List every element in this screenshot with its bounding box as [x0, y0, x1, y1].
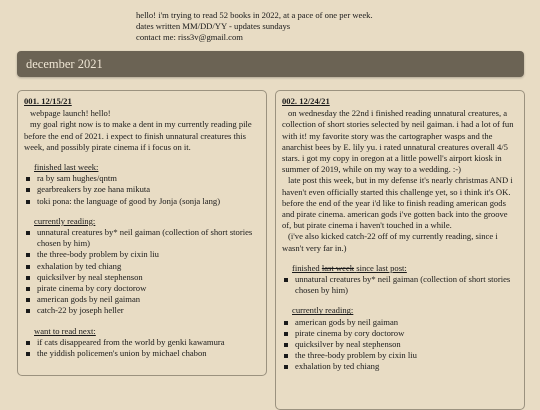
intro-block [136, 10, 373, 43]
finished-heading: finished last week: [34, 162, 99, 173]
list-item: unnatural creatures by* neil gaiman (collection of short stories chosen by him) [24, 227, 260, 249]
finished-section [282, 263, 518, 297]
post-paragraph: late post this week, but in my defense it's nearly christmas AND i haven't even officially started this challenge yet, so i think it's OK. before the end of the year i'd like to finish reading american gods and pirate cinema. american gods i've gotten back into the groove of, but pirate cinema i haven't touched in a while. [282, 175, 513, 231]
list-item: pirate cinema by cory doctorow [24, 283, 260, 294]
list-item: ra by sam hughes/qntm [24, 173, 260, 184]
reading-list [24, 227, 260, 317]
finished-list [282, 274, 518, 296]
list-item: quicksilver by neal stephenson [282, 339, 518, 350]
list-item: unnatural creatures by* neil gaiman (collection of short stories chosen by him) [282, 274, 518, 296]
month-label: december 2021 [26, 57, 103, 71]
month-header [17, 51, 524, 77]
reading-heading: currently reading: [292, 305, 354, 316]
reading-list [282, 317, 518, 373]
want-list [24, 337, 260, 359]
post-paragraph: my goal right now is to make a dent in my currently reading pile before the end of 2021. i expect to finish unnatural creatures this week, and possibly pirate cinema if i focus on it. [24, 119, 252, 152]
intro-contact-text: contact me: riss3v@gmail.com [136, 32, 243, 42]
post-title: 001. 12/15/21 [24, 96, 72, 106]
list-item: quicksilver by neal stephenson [24, 272, 260, 283]
list-item: the three-body problem by cixin liu [24, 249, 260, 260]
finished-heading-struck: last week [321, 262, 355, 273]
want-section [24, 326, 260, 360]
list-item: pirate cinema by cory doctorow [282, 328, 518, 339]
list-item: if cats disappeared from the world by genki kawamura [24, 337, 260, 348]
post-paragraph: (i've also kicked catch-22 off of my currently reading, since i wasn't very far in.) [282, 231, 498, 253]
post-001 [17, 90, 267, 376]
finished-heading [282, 263, 518, 274]
finished-section [24, 162, 260, 207]
list-item: exhalation by ted chiang [282, 361, 518, 372]
list-item: the yiddish policemen's union by michael chabon [24, 348, 260, 359]
list-item: toki pona: the language of good by Jonja (sonja lang) [24, 196, 260, 207]
list-item: exhalation by ted chiang [24, 261, 260, 272]
finished-list [24, 173, 260, 207]
list-item: the three-body problem by cixin liu [282, 350, 518, 361]
finished-heading-start: finished [292, 262, 320, 273]
intro-dates-text: dates written MM/DD/YY - updates sundays [136, 21, 291, 31]
post-paragraph: on wednesday the 22nd i finished reading unnatural creatures, a collection of short stories selected by neil gaiman. i had a lot of fun with it! my favorite story was the cartographer wasps and the anarchist bees by E. lily yu. i rated unnatural creatures overall 4/5 stars. i got my copy in oregon at a little powell's airport kiosk in summer of 2019, while on my way to a wedding. :-) [282, 108, 514, 175]
reading-section [282, 305, 518, 372]
intro-goal-text: hello! i'm trying to read 52 books in 2022, at a pace of one per week. [136, 10, 373, 20]
list-item: catch-22 by joseph heller [24, 305, 260, 316]
reading-heading: currently reading: [34, 215, 96, 226]
finished-heading-end: since last post: [356, 262, 407, 273]
list-item: gearbreakers by zoe hana mikuta [24, 184, 260, 195]
post-paragraph: webpage launch! hello! [30, 108, 111, 119]
post-title: 002. 12/24/21 [282, 96, 330, 106]
list-item: american gods by neil gaiman [282, 317, 518, 328]
want-heading: want to read next: [34, 325, 96, 336]
list-item: american gods by neil gaiman [24, 294, 260, 305]
post-002 [275, 90, 525, 410]
reading-section [24, 216, 260, 317]
